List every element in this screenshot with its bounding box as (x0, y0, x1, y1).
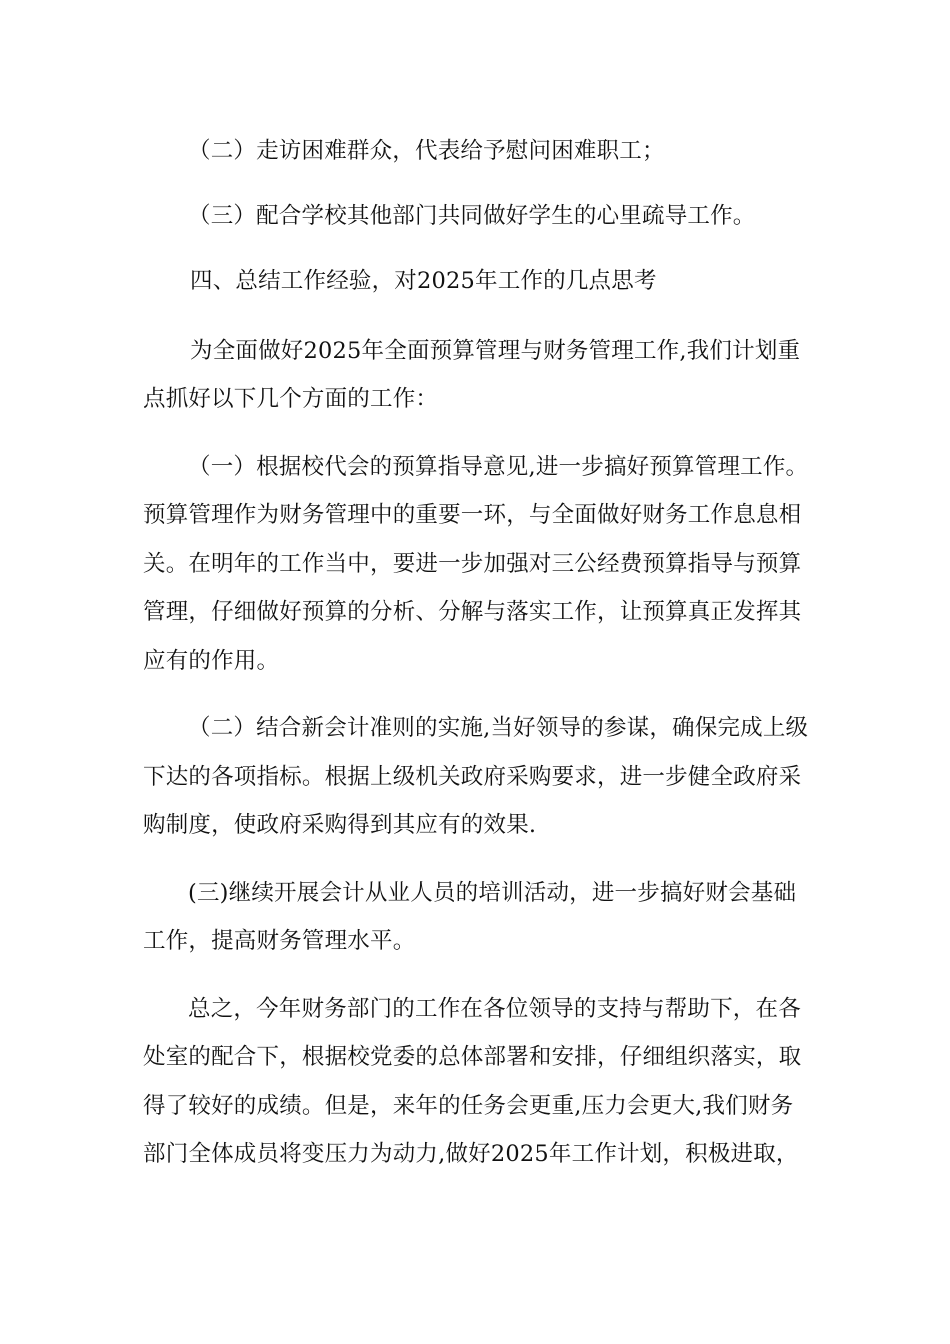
text-line-1: （二）走访困难群众，代表给予慰问困难职工； (188, 138, 665, 164)
text-line-11: （二）结合新会计准则的实施,当好领导的参谋，确保完成上级 (188, 715, 809, 741)
text-line-18: 得了较好的成绩。但是，来年的任务会更重,压力会更大,我们财务 (143, 1093, 794, 1119)
text-line-13: 购制度，使政府采购得到其应有的效果. (143, 812, 537, 838)
text-line-19: 部门全体成员将变压力为动力,做好2025年工作计划，积极进取， (143, 1141, 799, 1167)
text-line-10: 应有的作用。 (143, 648, 280, 674)
section-heading: 四、总结工作经验，对2025年工作的几点思考 (190, 268, 657, 294)
text-line-8: 关。在明年的工作当中，要进一步加强对三公经费预算指导与预算 (143, 551, 802, 577)
text-line-5: 点抓好以下几个方面的工作： (143, 386, 439, 412)
text-line-12: 下达的各项指标。根据上级机关政府采购要求，进一步健全政府采 (143, 764, 802, 790)
text-line-2: （三）配合学校其他部门共同做好学生的心里疏导工作。 (188, 203, 756, 229)
text-line-9: 管理，仔细做好预算的分析、分解与落实工作，让预算真正发挥其 (143, 599, 802, 625)
text-line-17: 处室的配合下，根据校党委的总体部署和安排，仔细组织落实，取 (143, 1044, 802, 1070)
text-line-15: 工作，提高财务管理水平。 (143, 928, 416, 954)
text-line-7: 预算管理作为财务管理中的重要一环，与全面做好财务工作息息相 (143, 502, 802, 528)
text-line-14: (三)继续开展会计从业人员的培训活动，进一步搞好财会基础 (188, 880, 797, 906)
text-line-4: 为全面做好2025年全面预算管理与财务管理工作,我们计划重 (190, 338, 801, 364)
text-line-6: （一）根据校代会的预算指导意见,进一步搞好预算管理工作。 (188, 454, 809, 480)
text-line-16: 总之，今年财务部门的工作在各位领导的支持与帮助下，在各 (188, 996, 801, 1022)
